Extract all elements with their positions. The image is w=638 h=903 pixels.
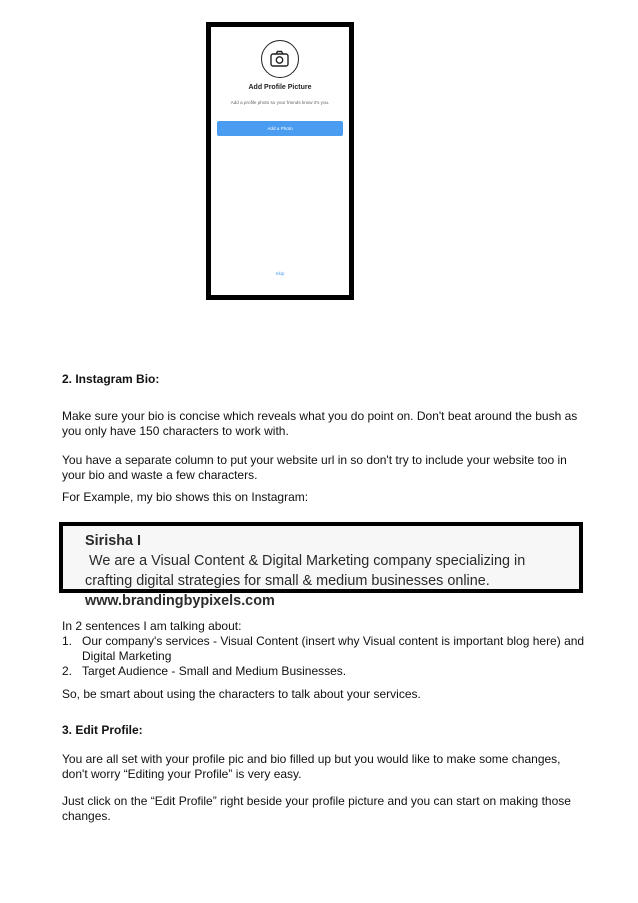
list-item-number: 2. bbox=[62, 664, 73, 678]
section3-para1-line1: You are all set with your profile pic and bio filled up but you would like to make some changes, bbox=[62, 752, 561, 766]
list-item-text bbox=[82, 634, 622, 664]
add-photo-button[interactable]: Add a Photo bbox=[217, 121, 343, 136]
bio-sample-line1-text: We are a Visual Content & Digital Marketing company specializing in bbox=[85, 553, 526, 569]
section3-para2-line2: changes. bbox=[62, 809, 111, 823]
phone-screenshot bbox=[206, 22, 354, 300]
bio-sample-name: Sirisha I bbox=[85, 533, 141, 549]
add-profile-picture-title: Add Profile Picture bbox=[248, 84, 312, 91]
list-item-text: Target Audience - Small and Medium Businesses. bbox=[82, 664, 347, 678]
skip-link[interactable]: Skip bbox=[275, 271, 285, 276]
list-item-line2: Digital Marketing bbox=[82, 649, 172, 663]
bio-sample-content bbox=[63, 526, 579, 609]
list-intro: In 2 sentences I am talking about: bbox=[62, 619, 242, 633]
list-item-number: 1. bbox=[62, 634, 73, 648]
bio-sample-url: www.brandingbypixels.com bbox=[85, 593, 275, 609]
section2-closing: So, be smart about using the characters to talk about your services. bbox=[62, 687, 421, 701]
camera-icon bbox=[270, 50, 289, 67]
section3-para2-line1: Just click on the “Edit Profile” right beside your profile picture and you can start on making those bbox=[62, 794, 571, 808]
bio-sample-image bbox=[59, 522, 583, 609]
section2-para2-line2: your bio and waste a few characters. bbox=[62, 468, 258, 482]
phone-screen bbox=[211, 27, 349, 295]
section2-para1-line1: Make sure your bio is concise which reveals what you do point on. Don't beat around the bush as bbox=[62, 409, 578, 423]
section2-para3: For Example, my bio shows this on Instagram: bbox=[62, 490, 309, 504]
bio-sample-line1 bbox=[85, 531, 579, 571]
section2-para1-line2: you only have 150 characters to work with. bbox=[62, 424, 289, 438]
add-profile-picture-description: Add a profile photo so your friends know it's you. bbox=[230, 100, 330, 105]
section2-para2-line1: You have a separate column to put your website url in so don't try to include your website too in bbox=[62, 453, 567, 467]
bio-sample-line2: crafting digital strategies for small & medium businesses online. bbox=[85, 573, 490, 589]
section2-heading: 2. Instagram Bio: bbox=[62, 372, 160, 386]
section3-heading: 3. Edit Profile: bbox=[62, 723, 143, 737]
profile-picture-placeholder bbox=[261, 40, 299, 78]
section3-para1-line2: don't worry “Editing your Profile” is very easy. bbox=[62, 767, 302, 781]
list-item-line1: Our company's services - Visual Content (insert why Visual content is important blog here) and bbox=[82, 634, 585, 648]
